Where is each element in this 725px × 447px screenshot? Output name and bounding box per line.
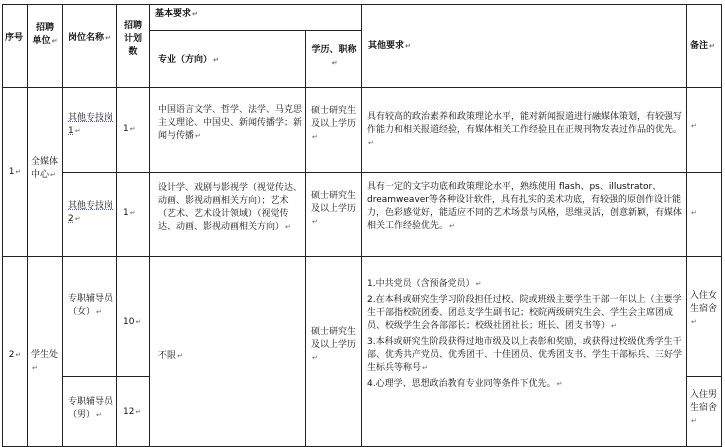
table-border-right [721,4,722,447]
row1-position1-other: 具有较高的政治素养和政策理论水平，能对新闻报道进行融媒体策划，有较强写作能力和相关报道经验，有媒体相关工作经验且在正规刊物发表过作品的优先。↵ [367,112,683,148]
col-line-plan [149,4,150,447]
row1-position2-major: 设计学、戏剧与影视学（视觉传达、动画、影视动画相关方向）；艺术（艺术、艺术设计领域）（视觉传达、动画、影视动画相关方向）↵ [158,183,303,233]
row1-split-line [62,172,721,173]
header-remarks: 备注↵ [690,41,715,51]
col-line-major [305,30,306,447]
row1-position1-plan: 1↵ [123,124,136,134]
row2-seq: 2↵ [8,350,22,360]
row2-other-requirements [367,278,683,391]
requirement-item-4: 4.心理学、思想政治教育专业同等条件下优先。↵ [367,379,563,390]
col-line-seq [27,4,28,447]
header-degree: 学历、职称↵ [311,45,357,68]
header-plan: 招聘计划数 [123,21,142,58]
row1-position1-remark: ↵ [691,122,697,130]
row1-position1-name: 其他专技岗1↵ [68,113,114,137]
header-other: 其他要求↵ [368,41,411,51]
row2-position2-name: 专职辅导员（男）↵ [68,397,114,421]
requirement-item-2: 2.在本科或研究生学习阶段担任过校、院或班级主要学生干部一年以上（主要学生干部指校院团委、团总支学生副书记；校院两级研究生会、学生会主席团成员、校级学生会各部部长；校级社团社长；班长、团支书等）↵ [367,295,682,332]
row1-position2-degree: 硕士研究生及以上学历↵ [311,191,357,227]
header-position: 岗位名称↵ [68,33,111,43]
requirement-item-3: 3.本科或研究生阶段获得过地市级及以上表彰和奖励，或获得过校级优秀学生干部、优秀共产党员、优秀团干、十佳团员、优秀团支书、学生干部标兵、三好学生标兵等称号↵ [367,337,683,374]
row2-position2-plan: 12↵ [123,407,142,417]
col-line-position [116,4,117,447]
row1-seq: 1↵ [8,167,22,177]
row1-position2-name: 其他专技岗2↵ [68,201,114,225]
col-line-other [686,4,687,447]
requirement-item-1: 1.中共党员（含预备党员）↵ [367,279,482,289]
header-basic: 基本要求↵ [155,9,198,19]
col-line-degree [361,4,362,447]
row2-position2-remark: 入住男生宿舍↵ [690,390,718,426]
row1-position1-major: 中国语言文学、哲学、法学、马克思主义理论、中国史、新闻传播学；新闻与传播↵ [158,105,303,142]
header-seq: 序号 [5,33,24,43]
row1-position2-plan: 1↵ [123,208,136,218]
row2-position1-remark: 入住女生宿舍↵ [690,291,718,327]
row2-split-line [62,376,149,377]
row2-unit: 学生处↵ [31,350,59,373]
row2-major: 不限↵ [158,351,183,361]
row2-remark-split-line [686,376,721,377]
row2-degree: 硕士研究生及以上学历↵ [311,327,357,363]
row1-position1-degree: 硕士研究生及以上学历↵ [311,106,357,142]
table-border-left [2,4,3,447]
col-line-unit [62,4,63,447]
row2-position1-name: 专职辅导员（女）↵ [68,294,114,318]
row1-position2-other: 具有一定的文字功底和政策理论水平，熟练使用 flash、ps、illustrator、dreamweaver等各种设计软件，具有扎实的美术功底，有较强的原创作设计能力，色彩感觉好，能适应不同的艺术场景与风格，思维灵活，创意新颖，有媒体相关工作经验优先。↵ [367,182,683,232]
row1-position2-remark: ↵ [691,209,697,217]
basic-header-divider [149,30,361,31]
header-major: 专业（方向）↵ [158,55,219,65]
row1-unit: 全媒体中心↵ [31,157,59,181]
row2-position1-plan: 10↵ [123,317,142,327]
header-unit: 招聘单位↵ [32,23,58,47]
